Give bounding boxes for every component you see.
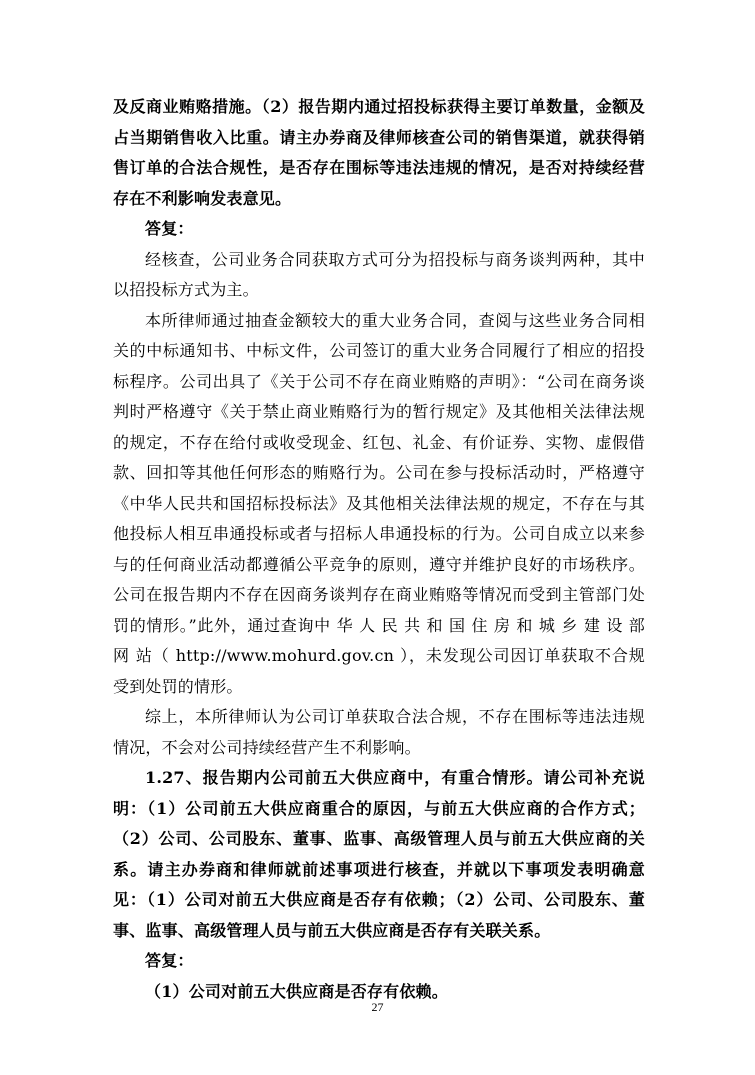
answer-heading: 答复：	[145, 219, 194, 238]
conclusion-paragraph: 综上，本所律师认为公司订单获取合法合规，不存在围标等违法违规情况，不会对公司持续经营产生不利影响。	[113, 707, 645, 757]
body-paragraph: 本所律师通过抽查金额较大的重大业务合同，查阅与这些业务合同相关的中标通知书、中标文件，公司签订的重大业务合同履行了相应的招投标程序。公司出具了《关于公司不存在商业贿赂的声明》：“公司在商务谈判时严格遵守《关于禁止商业贿赂行为的暂行规定》及其他相关法律法规的规定，不存在给付或收受现金、红包、礼金、有价证券、实物、虚假借款、回扣等其他任何形态的贿赂行为。公司在参与投标活动时，严格遵守《中华人民共和国招标投标法》及其他相关法律法规的规定，不存在与其他投标人相互串通投标或者与招标人串通投标的行为。公司自成立以来参与的任何商业活动都遵循公平竞争的原则，遵守并维护良好的市场秩序。公司在报告期内不存在因商务谈判存在商业贿赂等情况而受到主管部门处罚的情形。”此外，通过查询中 华 人 民 共 和 国 住 房 和 城 乡 建 设 部 网 站（ http://www.mohurd.gov.cn ），未发现公司因订单获取不合规受到处罚的情形。	[113, 310, 645, 696]
document-body	[113, 92, 645, 1007]
body-paragraph: 经核查，公司业务合同获取方式可分为招投标与商务谈判两种，其中以招投标方式为主。	[113, 249, 645, 299]
answer-heading: 答复：	[145, 951, 194, 970]
question-continuation-paragraph: 及反商业贿赂措施。（2）报告期内通过招投标获得主要订单数量，金额及占当期销售收入比重。请主办券商及律师核查公司的销售渠道，就获得销售订单的合法合规性，是否存在围标等违法违规的情况，是否对持续经营存在不利影响发表意见。	[113, 97, 645, 208]
sub-heading: （1）公司对前五大供应商是否存有依赖。	[145, 981, 448, 1001]
page-number: 27	[371, 1000, 384, 1014]
question-paragraph: 1.27、报告期内公司前五大供应商中，有重合情形。请公司补充说明：（1）公司前五大供应商重合的原因，与前五大供应商的合作方式；（2）公司、公司股东、董事、监事、高级管理人员与前五大供应商的关系。请主办券商和律师就前述事项进行核查，并就以下事项发表明确意见：（1）公司对前五大供应商是否存有依赖；（2）公司、公司股东、董事、监事、高级管理人员与前五大供应商是否存有关联关系。	[113, 768, 645, 940]
